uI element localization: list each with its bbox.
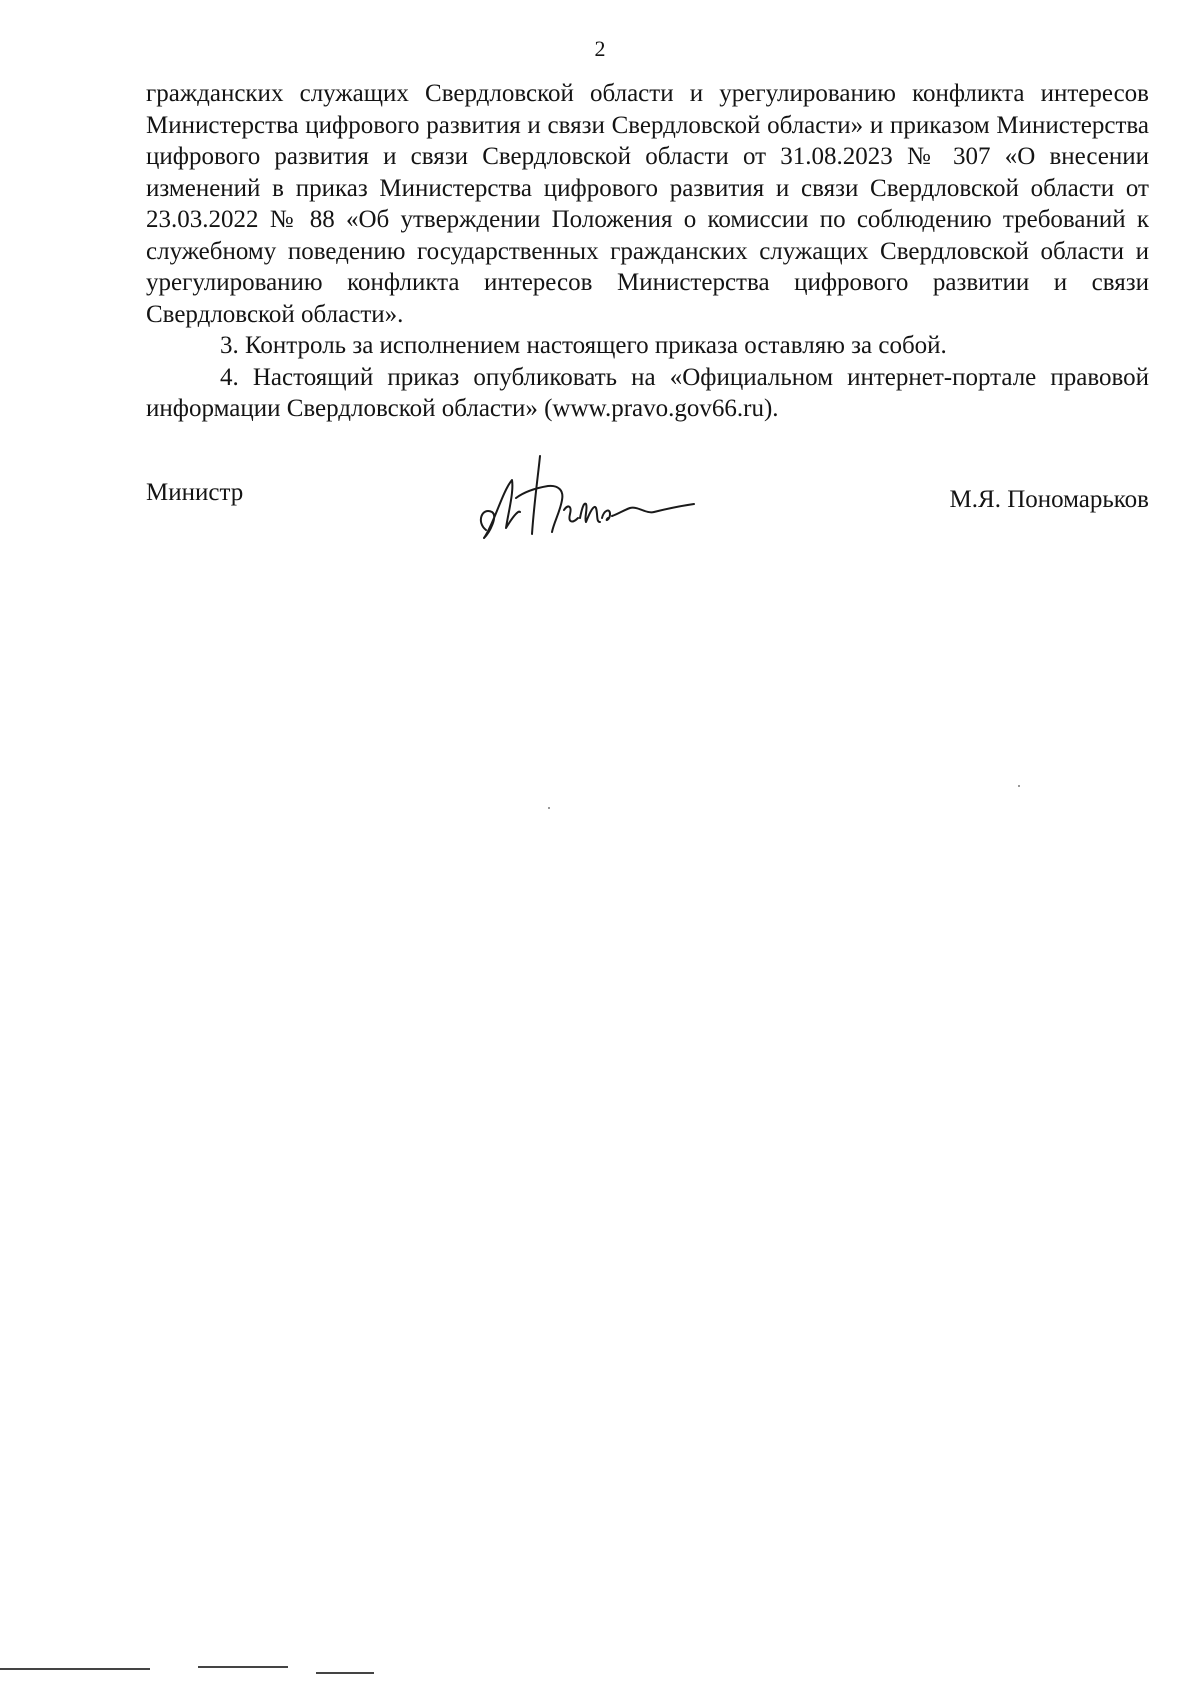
paragraph-item-3: 3. Контроль за исполнением настоящего приказа оставляю за собой.: [220, 332, 947, 359]
scan-artifact-dot: [1018, 785, 1020, 787]
document-body: [146, 78, 1149, 425]
paragraph-item-4: 4. Настоящий приказ опубликовать на «Официальном интернет-портале правовой информации Свердловской области» (www.pravo.gov66.ru).: [146, 363, 1149, 422]
signature-block: [146, 430, 1149, 550]
paragraph-continuation: гражданских служащих Свердловской области и урегулированию конфликта интересов Министерства цифрового развития и связи Свердловской области» и приказом Министерства цифрового развития и связи Свердловской области от 31.08.2023 № 307 «О внесении изменений в приказ Министерства цифрового развития и связи Свердловской области от 23.03.2022 № 88 «Об утверждении Положения о комиссии по соблюдению требований к служебному поведению государственных гражданских служащих Свердловской области и урегулированию конфликта интересов Министерства цифрового развитии и связи Свердловской области».: [146, 80, 1149, 328]
signatory-name: М.Я. Пономарьков: [949, 486, 1149, 513]
handwritten-signature: [468, 452, 708, 552]
scan-artifact-line: [0, 1668, 150, 1670]
scan-artifact-line: [198, 1666, 288, 1668]
signatory-title: Министр: [146, 479, 244, 506]
scan-artifact-dot: [548, 807, 550, 809]
page-number: 2: [594, 36, 606, 61]
scan-artifact-line: [316, 1672, 374, 1674]
